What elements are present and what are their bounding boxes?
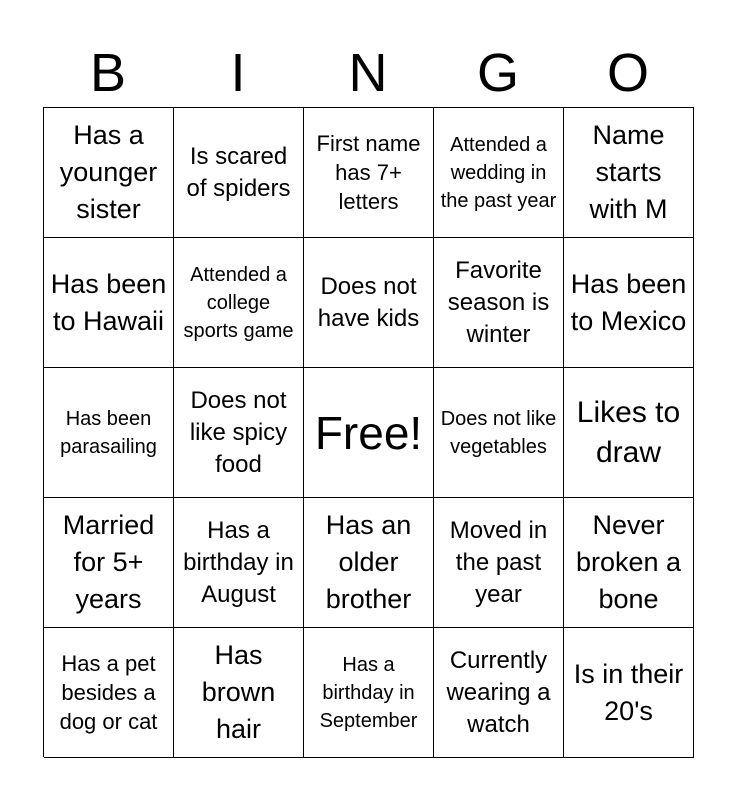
bingo-cell-i4[interactable] (174, 498, 304, 628)
header-letter-b: B (89, 43, 127, 103)
bingo-cell-i2[interactable] (174, 238, 304, 368)
bingo-cell-n1[interactable] (304, 108, 434, 238)
bingo-cell-b4[interactable] (44, 498, 174, 628)
bingo-cell-i5[interactable] (174, 628, 304, 758)
cell-text: First name has 7+ letters (316, 131, 421, 214)
cell-text: Has a younger sister (59, 120, 158, 224)
bingo-cell-b5[interactable] (44, 628, 174, 758)
bingo-cell-o3[interactable] (564, 368, 694, 498)
bingo-cell-free[interactable] (304, 368, 434, 498)
cell-text: Has brown hair (201, 640, 276, 744)
cell-text: Does not like vegetables (440, 407, 557, 458)
bingo-cell-n5[interactable] (304, 628, 434, 758)
cell-text: Does not like spicy food (189, 386, 288, 478)
bingo-cell-o1[interactable] (564, 108, 694, 238)
bingo-cell-b3[interactable] (44, 368, 174, 498)
bingo-cell-o5[interactable] (564, 628, 694, 758)
cell-text: Has been parasailing (60, 407, 157, 458)
cell-text: Never broken a bone (575, 510, 682, 614)
bingo-cell-g5[interactable] (434, 628, 564, 758)
bingo-cell-n4[interactable] (304, 498, 434, 628)
cell-text: Attended a wedding in the past year (440, 133, 557, 212)
bingo-cell-g4[interactable] (434, 498, 564, 628)
cell-text: Does not have kids (317, 272, 420, 332)
cell-text: Has a birthday in August (183, 516, 294, 608)
cell-text: Likes to draw (576, 395, 681, 469)
bingo-cell-g2[interactable] (434, 238, 564, 368)
cell-text: Has a pet besides a dog or cat (59, 651, 158, 734)
free-space-text: Free! (314, 406, 423, 459)
cell-text: Attended a college sports game (183, 263, 294, 342)
cell-text: Currently wearing a watch (446, 646, 551, 738)
cell-text: Has been to Hawaii (50, 268, 167, 336)
bingo-cell-g3[interactable] (434, 368, 564, 498)
bingo-cell-o4[interactable] (564, 498, 694, 628)
cell-text: Name starts with M (589, 120, 668, 224)
header-letter-g: G (476, 43, 519, 103)
bingo-cell-b2[interactable] (44, 238, 174, 368)
header-letter-i: I (230, 43, 246, 103)
bingo-cell-o2[interactable] (564, 238, 694, 368)
bingo-board (43, 107, 694, 757)
bingo-cell-b1[interactable] (44, 108, 174, 238)
header-letter-o: O (606, 43, 649, 103)
header-letter-n: N (348, 43, 388, 103)
bingo-cell-i1[interactable] (174, 108, 304, 238)
cell-text: Has been to Mexico (570, 268, 687, 336)
cell-text: Favorite season is winter (447, 256, 550, 348)
cell-text: Is in their 20's (573, 658, 684, 726)
bingo-cell-n2[interactable] (304, 238, 434, 368)
cell-text: Married for 5+ years (62, 510, 155, 614)
cell-text: Is scared of spiders (186, 142, 291, 202)
bingo-header (43, 38, 693, 108)
bingo-cell-i3[interactable] (174, 368, 304, 498)
cell-text: Moved in the past year (449, 516, 548, 608)
bingo-cell-g1[interactable] (434, 108, 564, 238)
cell-text: Has a birthday in September (319, 653, 418, 732)
cell-text: Has an older brother (325, 510, 412, 614)
